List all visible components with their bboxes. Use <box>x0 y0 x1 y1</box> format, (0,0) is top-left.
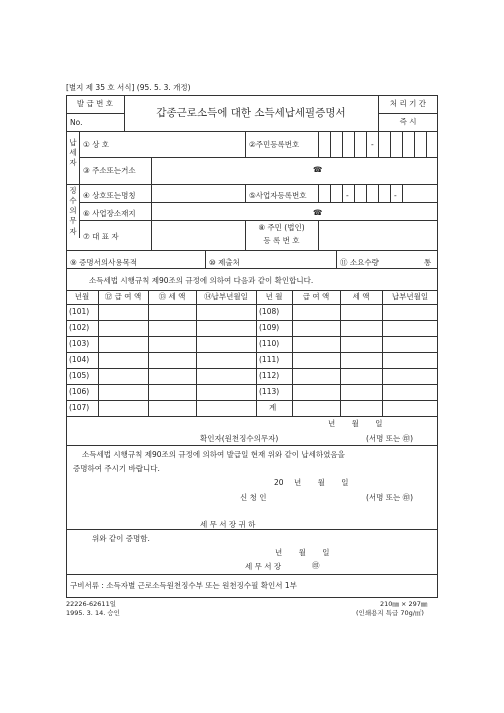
row-label: (109) <box>259 323 280 332</box>
phone-icon: ☎ <box>313 165 323 174</box>
col-year-month: 년월 <box>74 292 90 302</box>
business-reg-label: ⑤사업자등록번호 <box>249 191 307 200</box>
form-reference: [별지 제 35 호 서식] (95. 5. 3. 개정) <box>66 83 191 92</box>
request-text-1: 소득세법 시행규칙 제90조의 규정에 의하여 발급일 현재 위와 같이 납세하였음을 <box>82 450 345 459</box>
row-label: (111) <box>259 355 280 364</box>
footer-paper: (인쇄용지 특급 70g/㎡) <box>356 609 424 617</box>
certify-text: 위와 같이 증명함. <box>92 534 150 543</box>
row-label: (110) <box>259 339 280 348</box>
addressee: 세 무 서 장 귀 하 <box>200 520 256 529</box>
phone-icon: ☎ <box>313 208 323 217</box>
request-text-2: 증명하여 주시기 바랍니다. <box>73 464 160 473</box>
row-label: (107) <box>69 403 90 412</box>
issue-number-label: 발 급 번 호 <box>76 99 114 109</box>
request-date-prefix: 20 <box>274 478 284 487</box>
processing-period-label: 처 리 기 간 <box>389 99 427 109</box>
representative-label: ⑦ 대 표 자 <box>83 232 119 241</box>
applicant-sign: (서명 또는 ㊞) <box>366 493 414 502</box>
certify-date: 년 월 일 <box>275 548 330 557</box>
row-label: (112) <box>259 371 280 380</box>
col-salary-2: 급 여 액 <box>302 292 330 302</box>
seal-icon: ㊞ <box>312 561 320 570</box>
form-title: 갑종근로소득에 대한 소득세납세필증명서 <box>156 106 346 119</box>
footer-approval: 1995. 3. 14. 승인 <box>66 609 120 617</box>
col-year-month-2: 년 월 <box>265 292 283 302</box>
submit-to-label: ⑩ 제출처 <box>209 258 240 267</box>
usage-purpose-label: ⑨ 증명서의사용목적 <box>70 258 138 267</box>
company-name-label: ④ 상호또는명칭 <box>83 191 136 200</box>
col-payment-date-2: 납부년월일 <box>391 292 429 302</box>
name-label: ① 상 호 <box>83 140 109 149</box>
issue-number-no: No. <box>70 118 83 127</box>
business-location-label: ⑥ 사업장소재지 <box>83 209 136 218</box>
row-label: (101) <box>69 307 90 316</box>
quantity-unit: 통 <box>424 258 432 267</box>
confirmer-label: 확인자(원천징수의무자) <box>200 434 279 443</box>
corp-id-label: ⑧ 주민 (법인) <box>258 223 305 233</box>
col-salary: ⑫ 급 여 액 <box>104 292 142 302</box>
col-tax-2: 세 액 <box>352 292 370 302</box>
row-label: (108) <box>259 307 280 316</box>
col-tax: ⑬ 세 액 <box>158 292 186 302</box>
applicant-label: 신 청 인 <box>240 493 267 502</box>
corp-id-label-2: 등 록 번 호 <box>263 236 300 246</box>
row-label: (103) <box>69 339 90 348</box>
row-label: (113) <box>259 387 280 396</box>
footer-size: 210㎜ × 297㎜ <box>380 600 428 608</box>
row-label: (106) <box>69 387 90 396</box>
footer-code: 22226-62611일 <box>66 600 116 608</box>
quantity-label: ⑪ 소요수량 <box>340 258 379 267</box>
processing-period-value: 즉 시 <box>399 117 417 127</box>
taxpayer-side-label: 납세자 <box>69 138 77 168</box>
row-label: (105) <box>69 371 90 380</box>
confirm-date: 년 월 일 <box>328 419 383 428</box>
tax-office-label: 세 무 서 장 <box>245 562 282 571</box>
confirmer-sign: (서명 또는 ㊞) <box>366 434 414 443</box>
withholder-side-label: 징수의무자 <box>69 186 77 236</box>
required-documents: 구비서류 : 소득자별 근로소득원천징수부 또는 원천징수필 확인서 1부 <box>70 581 297 590</box>
row-label: (102) <box>69 323 90 332</box>
total-label: 계 <box>269 403 277 412</box>
row-label: (104) <box>69 355 90 364</box>
address-label: ③ 주소또는거소 <box>83 166 136 175</box>
col-payment-date: ⑭납부년월일 <box>204 292 248 302</box>
request-date: 년 월 일 <box>294 478 349 487</box>
resident-id-label: ②주민등록번호 <box>249 140 300 149</box>
confirm-statement: 소득세법 시행규칙 제90조의 규정에 의하여 다음과 같이 확인합니다. <box>89 276 314 285</box>
